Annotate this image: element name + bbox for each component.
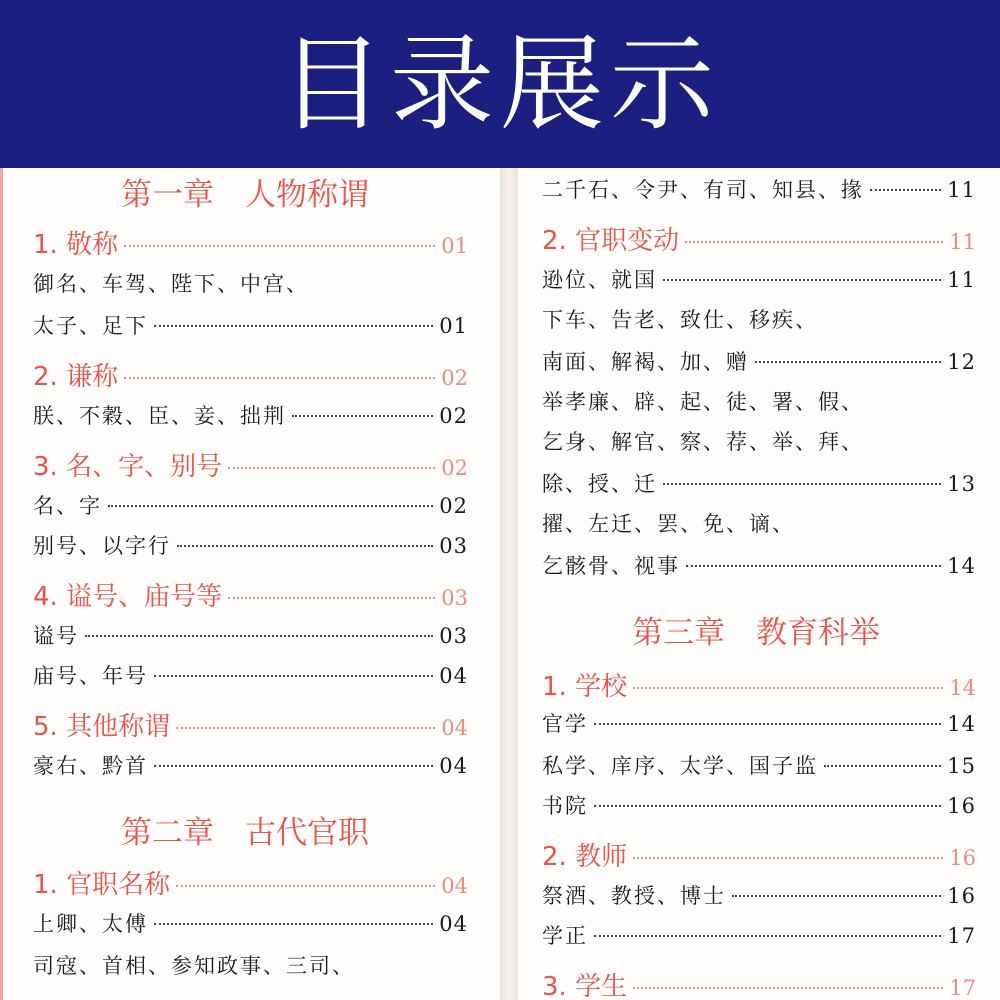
book-gutter: [500, 168, 518, 1000]
section-3-3: [542, 974, 976, 1000]
toc-item: [542, 392, 864, 413]
dot-leader: [176, 885, 435, 887]
dot-leader: [594, 805, 941, 807]
item-text: 学正: [542, 924, 588, 948]
item-text: 太子、足下: [33, 314, 148, 338]
page-number: 01: [439, 314, 468, 338]
item-text: 官学: [542, 712, 588, 736]
page-number: 02: [439, 404, 468, 428]
dot-leader: [732, 895, 941, 897]
dot-leader: [124, 245, 435, 247]
section-2-1: [33, 872, 468, 898]
dot-leader: [594, 935, 941, 937]
section-1-1: [33, 232, 468, 258]
section-title: 2. 谦称: [33, 362, 119, 392]
toc-item: [33, 496, 468, 517]
toc-item: [33, 536, 468, 557]
item-text: 下车、告老、致仕、移疾、: [542, 308, 818, 332]
section-1-2: [33, 364, 468, 390]
dot-leader: [228, 467, 435, 469]
page-number: 14: [949, 676, 976, 700]
item-text: 私学、庠序、太学、国子监: [542, 754, 818, 778]
item-text: 乞骸骨、视事: [542, 554, 680, 578]
toc-item: [542, 714, 976, 735]
item-text: 书院: [542, 794, 588, 818]
header-banner: [0, 0, 1000, 168]
toc-item: [542, 474, 976, 495]
section-title: 5. 其他称谓: [33, 712, 171, 742]
page-number: 13: [947, 472, 976, 496]
page-number: 04: [439, 754, 468, 778]
page-number: 04: [441, 716, 468, 740]
item-text: 擢、左迁、罢、免、谪、: [542, 512, 795, 536]
page-number: 11: [947, 268, 976, 292]
item-text: 南面、解褐、加、赠: [542, 350, 749, 374]
dot-leader: [108, 505, 433, 507]
section-2-2: [542, 228, 976, 254]
chapter-3-title: 第三章 教育科举: [632, 615, 880, 651]
toc-item: [542, 756, 976, 777]
toc-item: [33, 666, 468, 687]
dot-leader: [594, 723, 941, 725]
page-number: 14: [947, 554, 976, 578]
dot-leader: [154, 923, 433, 925]
toc-item: [542, 180, 976, 201]
section-title: 3. 名、字、别号: [33, 452, 223, 482]
page-number: 12: [947, 350, 976, 374]
page-number: 14: [947, 712, 976, 736]
dot-leader: [177, 545, 433, 547]
page-number: 16: [949, 846, 976, 870]
dot-leader: [663, 279, 941, 281]
item-text: 二千石、令尹、有司、知县、掾: [542, 178, 864, 202]
dot-leader: [685, 241, 943, 243]
toc-item: [542, 352, 976, 373]
item-text: 朕、不穀、臣、妾、拙荆: [33, 404, 286, 428]
dot-leader: [154, 325, 433, 327]
item-text: 庙号、年号: [33, 664, 148, 688]
page-number: 02: [441, 456, 468, 480]
item-text: 御名、车驾、陛下、中宫、: [33, 272, 309, 296]
toc-item: [33, 956, 355, 977]
page-number: 16: [947, 884, 976, 908]
section-title: 1. 官职名称: [33, 870, 171, 900]
page-number: 02: [439, 494, 468, 518]
page-number: 15: [947, 754, 976, 778]
page-number: 17: [949, 976, 976, 1000]
dot-leader: [228, 597, 435, 599]
page-number: 11: [947, 178, 976, 202]
item-text: 祭酒、教授、博士: [542, 884, 726, 908]
item-text: 名、字: [33, 494, 102, 518]
item-text: 逊位、就国: [542, 268, 657, 292]
page-number: 03: [439, 624, 468, 648]
dot-leader: [755, 361, 941, 363]
dot-leader: [663, 483, 941, 485]
item-text: 乞身、解官、察、荐、举、拜、: [542, 430, 864, 454]
dot-leader: [124, 377, 435, 379]
section-title: 1. 学校: [542, 672, 628, 702]
page-number: 03: [441, 586, 468, 610]
toc-item: [33, 914, 468, 935]
page-number: 01: [441, 234, 468, 258]
toc-item: [542, 310, 818, 331]
page-number: 02: [441, 366, 468, 390]
section-3-2: [542, 844, 976, 870]
toc-item: [542, 796, 976, 817]
chapter-1-title: 第一章 人物称谓: [121, 177, 369, 213]
section-title: 2. 官职变动: [542, 226, 680, 256]
chapter-2-title: 第二章 古代官职: [121, 815, 369, 851]
dot-leader: [633, 987, 943, 989]
dot-leader: [292, 415, 433, 417]
item-text: 别号、以字行: [33, 534, 171, 558]
toc-item: [33, 626, 468, 647]
item-text: 豪右、黔首: [33, 754, 148, 778]
toc-item: [33, 316, 468, 337]
item-text: 举孝廉、辟、起、徒、署、假、: [542, 390, 864, 414]
dot-leader: [85, 635, 433, 637]
toc-item: [542, 270, 976, 291]
dot-leader: [633, 857, 943, 859]
dot-leader: [633, 687, 943, 689]
page-number: 04: [439, 912, 468, 936]
item-text: 上卿、太傅: [33, 912, 148, 936]
section-1-3: [33, 454, 468, 480]
left-page: [0, 168, 500, 1000]
page-number: 11: [949, 230, 976, 254]
toc-item: [542, 886, 976, 907]
right-page: [518, 168, 1000, 1000]
toc-item: [542, 432, 864, 453]
toc-item: [542, 556, 976, 577]
banner-title: 目录展示: [279, 23, 720, 145]
toc-item: [33, 406, 468, 427]
item-text: 谥号: [33, 624, 79, 648]
section-title: 1. 敬称: [33, 230, 119, 260]
toc-item: [542, 926, 976, 947]
page-number: 03: [439, 534, 468, 558]
section-title: 2. 教师: [542, 842, 628, 872]
dot-leader: [870, 189, 941, 191]
section-1-4: [33, 584, 468, 610]
dot-leader: [686, 565, 941, 567]
page-number: 17: [947, 924, 976, 948]
dot-leader: [824, 765, 941, 767]
item-text: 司寇、首相、参知政事、三司、: [33, 954, 355, 978]
dot-leader: [154, 675, 433, 677]
dot-leader: [176, 727, 435, 729]
toc-item: [33, 756, 468, 777]
item-text: 除、授、迁: [542, 472, 657, 496]
dot-leader: [154, 765, 433, 767]
section-3-1: [542, 674, 976, 700]
toc-item: [33, 274, 309, 295]
page-number: 04: [441, 874, 468, 898]
toc-item: [542, 514, 795, 535]
section-1-5: [33, 714, 468, 740]
section-title: 3. 学生: [542, 972, 628, 1000]
page-number: 16: [947, 794, 976, 818]
page-number: 04: [439, 664, 468, 688]
section-title: 4. 谥号、庙号等: [33, 582, 223, 612]
